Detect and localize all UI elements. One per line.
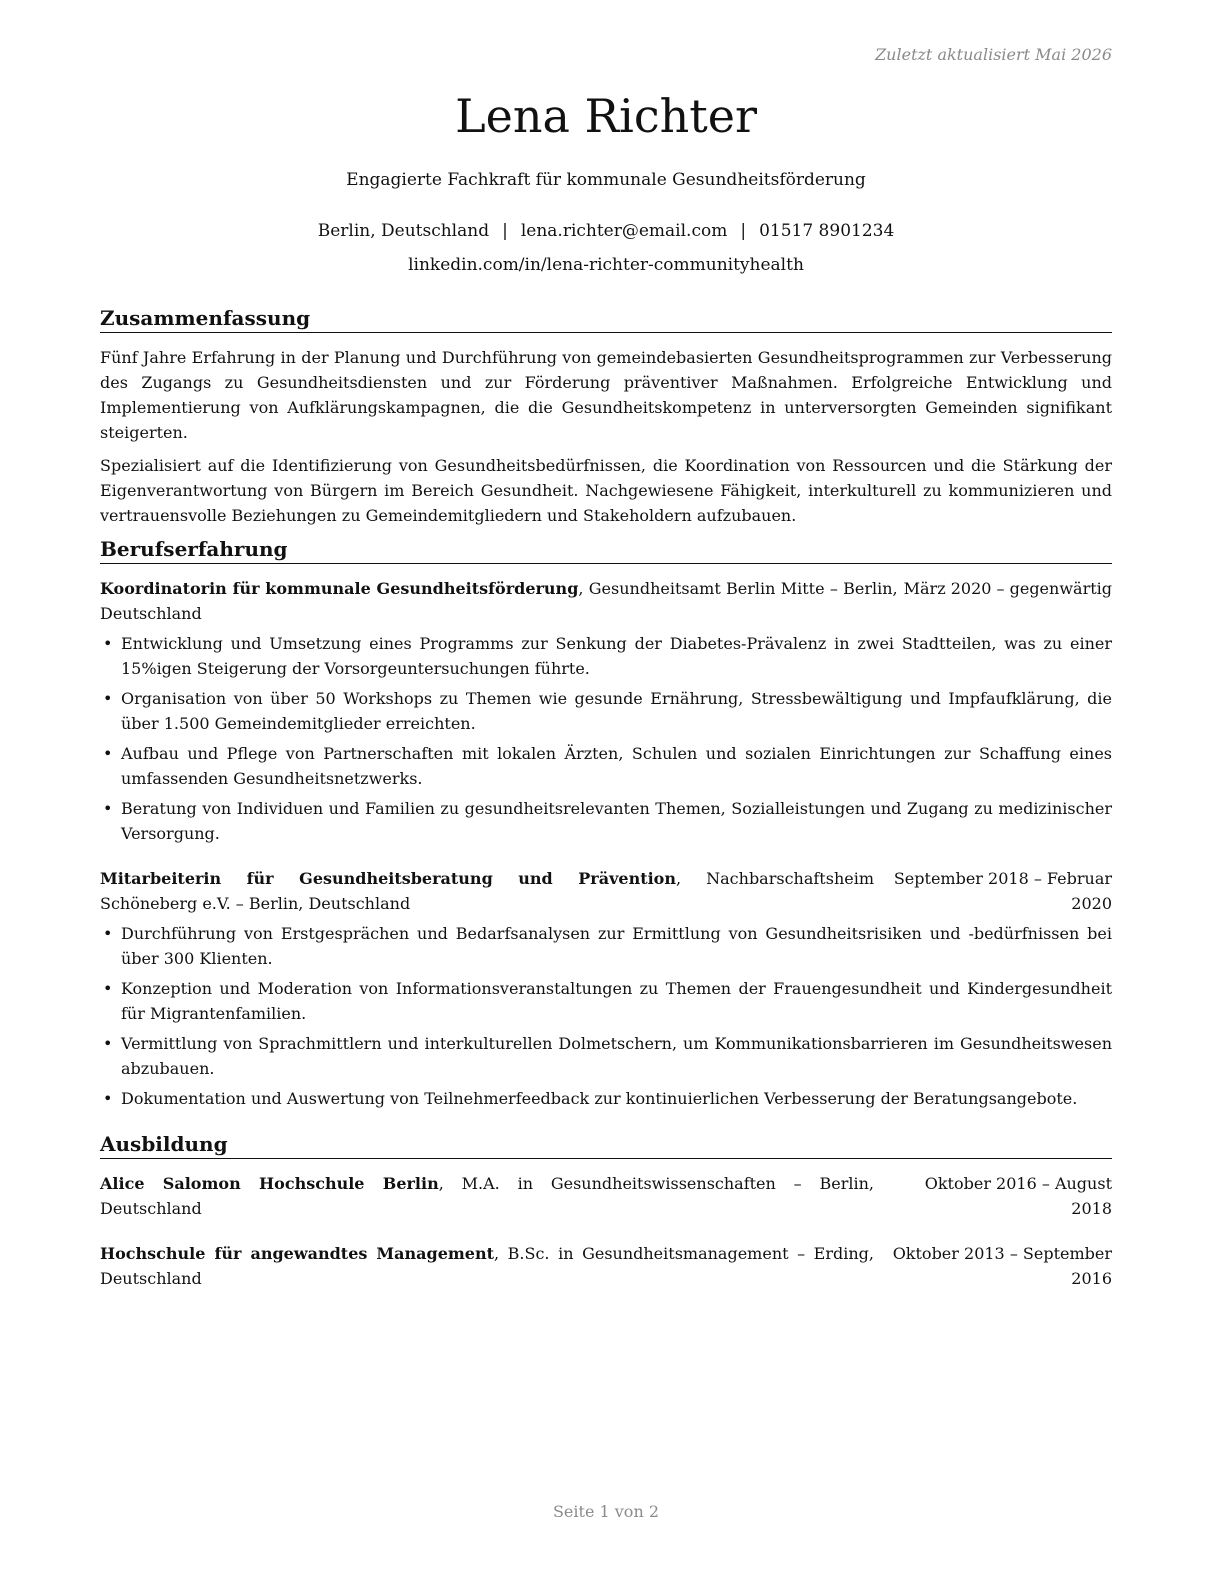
job-dates: September 2018 – Februar 2020 bbox=[893, 869, 1112, 913]
contact-line bbox=[100, 219, 1112, 243]
contact-separator: | bbox=[740, 221, 747, 241]
education-entry bbox=[100, 1241, 1112, 1291]
summary-paragraph: Fünf Jahre Erfahrung in der Planung und Durchführung von gemeindebasierten Gesundheitsprogrammen zur Verbesserung des Zugangs zu Gesundheitsdiensten und zur Förderung präventiver Maßnahmen. Erfolgreiche Entwicklung und Implementierung von Aufklärungskampagnen, die die Gesundheitskompetenz in unterversorgten Gemeinden signifikant steigerten. bbox=[100, 348, 1112, 442]
education-entry bbox=[100, 1171, 1112, 1221]
bullet-item: • Konzeption und Moderation von Informationsveranstaltungen zu Themen der Frauengesundheit und Kindergesundheit für Migrantenfamilien. bbox=[100, 976, 1112, 1026]
education-dates: Oktober 2013 – September 2016 bbox=[892, 1244, 1112, 1288]
contact-email[interactable]: lena.richter@email.com bbox=[520, 221, 728, 241]
job-description bbox=[100, 866, 880, 916]
job-details: , Gesundheitsamt Berlin Mitte – Berlin, Deutschland bbox=[100, 579, 898, 623]
contact-phone: 01517 8901234 bbox=[759, 221, 895, 241]
job-role: Koordinatorin für kommunale Gesundheitsförderung bbox=[100, 579, 579, 598]
education-details: , B.Sc. in Gesundheitsmanagement – Erding, Deutschland bbox=[100, 1244, 875, 1288]
page-number: Seite 1 von 2 bbox=[552, 1502, 660, 1521]
job-role: Mitarbeiterin für Gesundheitsberatung und Prävention bbox=[100, 869, 676, 888]
summary-paragraph: Spezialisiert auf die Identifizierung von Gesundheitsbedürfnissen, die Koordination von Ressourcen und die Stärkung der Eigenverantwortung von Bürgern im Bereich Gesundheit. Nachgewiesene Fähigkeit, interkulturell zu kommunizieren und vertrauensvolle Beziehungen zu Gemeindemitgliedern und Stakeholdern aufzubauen. bbox=[100, 456, 1112, 525]
job-header bbox=[100, 866, 1112, 916]
education-school: Alice Salomon Hochschule Berlin bbox=[100, 1174, 439, 1193]
education-details: , M.A. in Gesundheitswissenschaften – Berlin, Deutschland bbox=[100, 1174, 874, 1218]
job-entry bbox=[100, 866, 1112, 1111]
job-header bbox=[100, 576, 1112, 626]
education-description bbox=[100, 1241, 880, 1291]
bullet-item: • Beratung von Individuen und Familien zu gesundheitsrelevanten Themen, Sozialleistungen und Zugang zu medizinischer Versorgung. bbox=[100, 796, 1112, 846]
linkedin-link[interactable]: linkedin.com/in/lena-richter-communityhealth bbox=[408, 255, 804, 275]
job-bullets bbox=[100, 921, 1112, 1111]
bullet-item: • Entwicklung und Umsetzung eines Programms zur Senkung der Diabetes-Prävalenz in zwei Stadtteilen, was zu einer 15%igen Steigerung der Vorsorgeuntersuchungen führte. bbox=[100, 631, 1112, 681]
education-dates: Oktober 2016 – August 2018 bbox=[924, 1174, 1112, 1218]
section-title-summary: Zusammenfassung bbox=[100, 305, 1112, 333]
contact-location: Berlin, Deutschland bbox=[317, 221, 490, 241]
job-description bbox=[100, 576, 904, 626]
job-bullets bbox=[100, 631, 1112, 846]
resume-content bbox=[100, 305, 1112, 1311]
tagline: Engagierte Fachkraft für kommunale Gesundheitsförderung bbox=[346, 170, 866, 190]
education-section bbox=[100, 1131, 1112, 1291]
section-title-experience: Berufserfahrung bbox=[100, 536, 1112, 564]
education-header bbox=[100, 1241, 1112, 1291]
person-name: Lena Richter bbox=[455, 89, 757, 143]
experience-section bbox=[100, 536, 1112, 1111]
job-details: , Nachbarschaftsheim Schöneberg e.V. – Berlin, Deutschland bbox=[100, 869, 875, 913]
job-entry bbox=[100, 576, 1112, 846]
summary-section bbox=[100, 305, 1112, 528]
education-description bbox=[100, 1171, 880, 1221]
bullet-item: • Durchführung von Erstgesprächen und Bedarfsanalysen zur Ermittlung von Gesundheitsrisiken und -bedürfnissen bei über 300 Klienten. bbox=[100, 921, 1112, 971]
bullet-item: • Aufbau und Pflege von Partnerschaften mit lokalen Ärzten, Schulen und sozialen Einrichtungen zur Schaffung eines umfassenden Gesundheitsnetzwerks. bbox=[100, 741, 1112, 791]
section-title-education: Ausbildung bbox=[100, 1131, 1112, 1159]
contact-separator: | bbox=[502, 221, 508, 241]
bullet-item: • Organisation von über 50 Workshops zu Themen wie gesunde Ernährung, Stressbewältigung und Impfaufklärung, die über 1.500 Gemeindemitglieder erreichten. bbox=[100, 686, 1112, 736]
last-updated: Zuletzt aktualisiert Mai 2026 bbox=[875, 45, 1112, 64]
education-school: Hochschule für angewandtes Management bbox=[100, 1244, 495, 1263]
bullet-item: • Vermittlung von Sprachmittlern und interkulturellen Dolmetschern, um Kommunikationsbarrieren im Gesundheitswesen abzubauen. bbox=[100, 1031, 1112, 1081]
resume-page bbox=[100, 0, 1112, 1584]
bullet-item: • Dokumentation und Auswertung von Teilnehmerfeedback zur kontinuierlichen Verbesserung der Beratungsangebote. bbox=[100, 1086, 1112, 1111]
education-header bbox=[100, 1171, 1112, 1221]
job-dates: März 2020 – gegenwärtig bbox=[903, 579, 1112, 598]
